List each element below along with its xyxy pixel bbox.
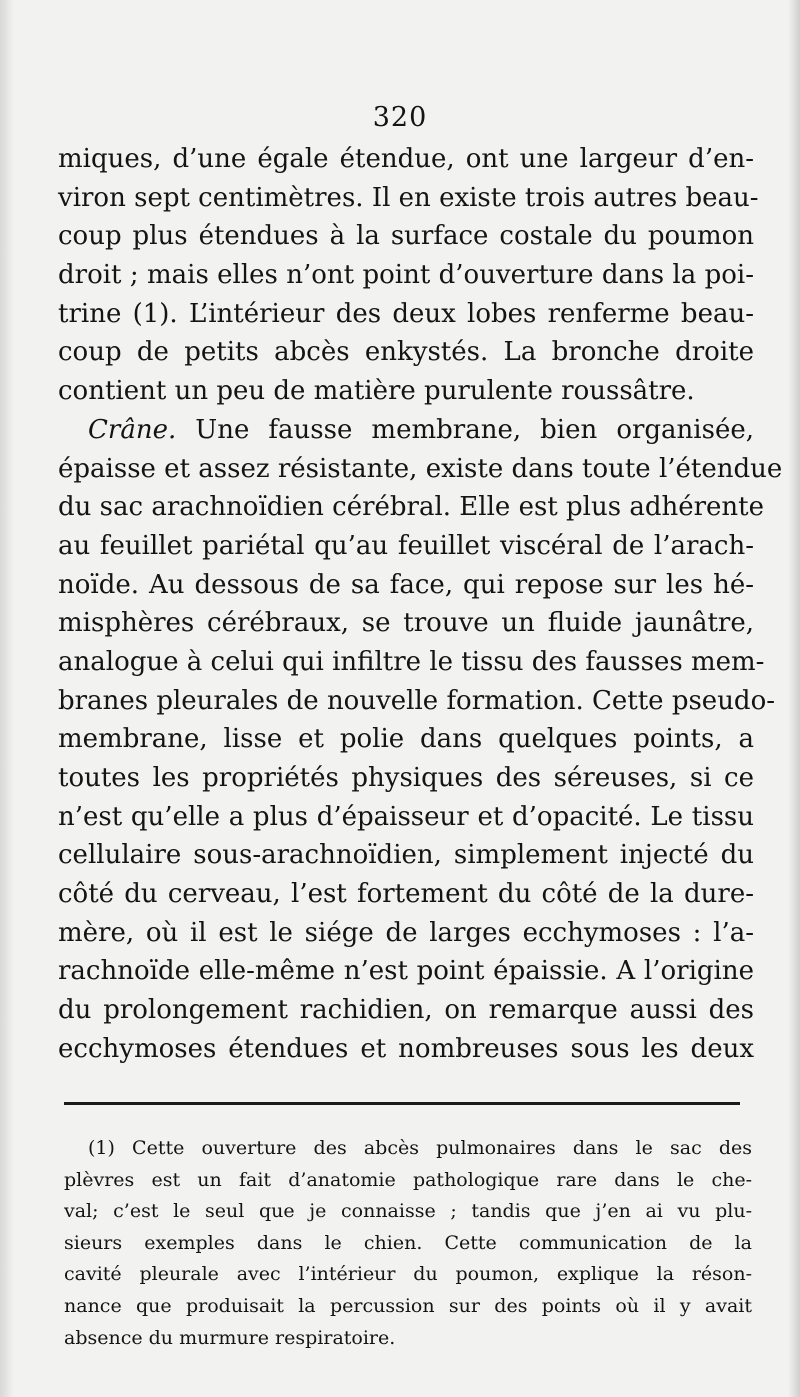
body-line: membrane, lisse et polie dans quelques points, a <box>58 724 754 755</box>
body-line: branes pleurales de nouvelle formation. Cette pseudo- <box>58 685 776 716</box>
body-line: analogue à celui qui infiltre le tissu des fausses mem- <box>58 646 765 677</box>
page-number: 320 <box>372 102 428 133</box>
page-right-shadow <box>788 0 800 1397</box>
page-left-shadow <box>0 0 14 1397</box>
body-line: du prolongement rachidien, on remarque aussi des <box>58 995 754 1026</box>
body-line: misphères cérébraux, se trouve un fluide jaunâtre, <box>58 608 754 639</box>
footnote-line: sieurs exemples dans le chien. Cette communication de la <box>64 1231 752 1254</box>
body-line: miques, d’une égale étendue, ont une largeur d’en- <box>58 144 754 174</box>
body-text <box>58 140 783 1069</box>
footnote-line: cavité pleurale avec l’intérieur du poumon, explique la réson- <box>64 1263 752 1286</box>
footnote-line: plèvres est un fait d’anatomie pathologique rare dans le che- <box>64 1168 752 1191</box>
footnote-line: nance que produisait la percussion sur des points où il y avait <box>64 1294 752 1317</box>
body-line: cellulaire sous-arachnoïdien, simplement injecté du <box>58 840 754 871</box>
body-line: coup de petits abcès enkystés. La bronche droite <box>58 337 754 368</box>
body-line: côté du cerveau, l’est fortement du côté de la dure- <box>58 879 754 910</box>
footnote-rule <box>64 1102 740 1105</box>
crane-first-line-text: Une fausse membrane, bien organisée, <box>176 414 754 445</box>
body-line: coup plus étendues à la surface costale du poumon <box>58 221 754 252</box>
body-line: toutes les propriétés physiques des séreuses, si ce <box>58 763 754 793</box>
body-line: épaisse et assez résistante, existe dans toute l’étendue <box>58 453 783 484</box>
body-line: ecchymoses étendues et nombreuses sous les deux <box>58 1033 754 1064</box>
footnote <box>64 1133 752 1354</box>
footnote-line: val; c’est le seul que je connaisse ; tandis que j’en ai vu plu- <box>64 1200 752 1223</box>
body-line: du sac arachnoïdien cérébral. Elle est plus adhérente <box>58 492 764 523</box>
body-line: droit ; mais elles n’ont point d’ouverture dans la poi- <box>58 260 754 291</box>
crane-heading: Crâne. <box>88 414 177 445</box>
footnote-line: absence du murmure respiratoire. <box>64 1326 396 1349</box>
body-line: contient un peu de matière purulente roussâtre. <box>58 376 695 407</box>
body-line: rachnoïde elle-même n’est point épaissie. A l’origine <box>58 956 754 987</box>
body-line: n’est qu’elle a plus d’épaisseur et d’opacité. Le tissu <box>58 801 754 832</box>
crane-paragraph-first-line <box>58 411 754 450</box>
body-line: au feuillet pariétal qu’au feuillet viscéral de l’arach- <box>58 530 754 561</box>
footnote-line: (1) Cette ouverture des abcès pulmonaires dans le sac des <box>88 1137 752 1159</box>
body-line: noïde. Au dessous de sa face, qui repose sur les hé- <box>58 569 754 600</box>
body-line: viron sept centimètres. Il en existe trois autres beau- <box>58 182 759 213</box>
body-line: mère, où il est le siége de larges ecchymoses : l’a- <box>58 917 754 948</box>
body-line: trine (1). L’intérieur des deux lobes renferme beau- <box>58 298 754 329</box>
